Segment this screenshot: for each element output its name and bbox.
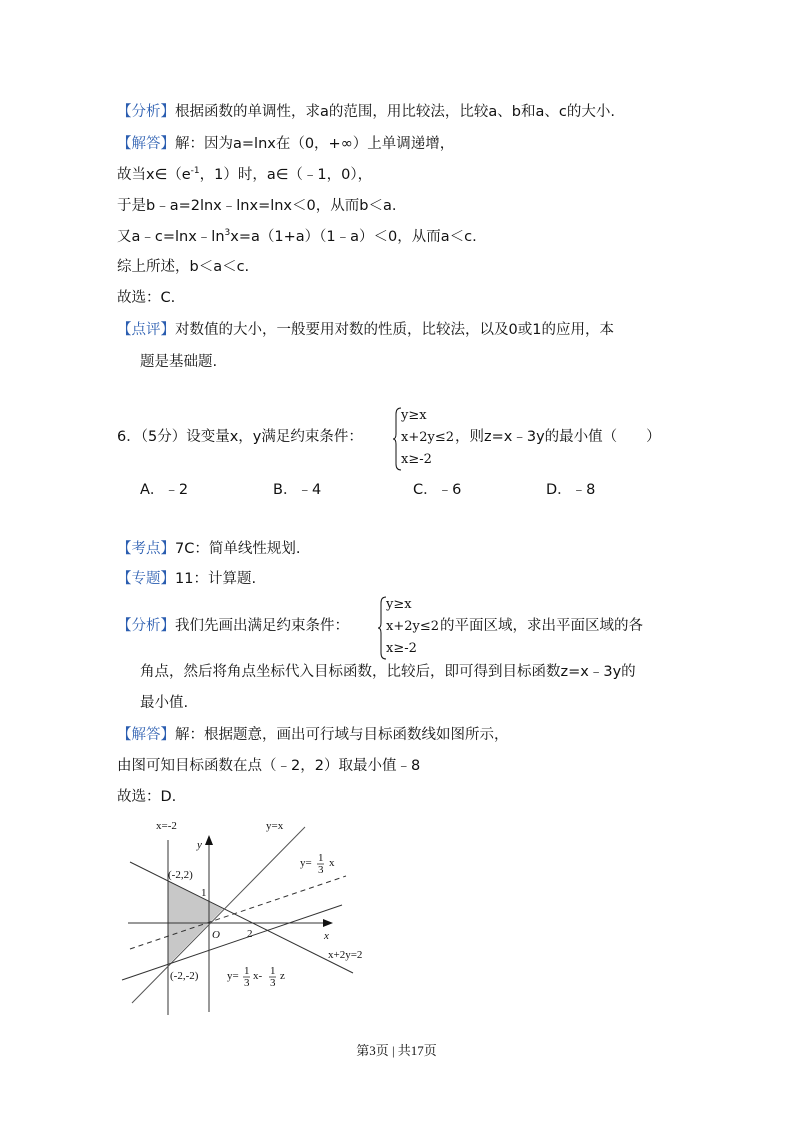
- svg-text:1: 1: [244, 965, 250, 977]
- line-x-plus-2y-eq-2: [130, 862, 353, 973]
- prev-comment: 【点评】对数值的大小，一般要用对数的性质，比较法，以及0或1的应用，本: [117, 322, 614, 338]
- q6-point: 【考点】7C：简单线性规划.: [117, 541, 301, 557]
- prev-choice: 故选：C.: [117, 290, 176, 306]
- svg-text:1: 1: [318, 852, 324, 864]
- svg-text:3: 3: [318, 864, 324, 876]
- option-b[interactable]: B．﹣4: [273, 482, 322, 498]
- svg-text:3: 3: [244, 977, 250, 989]
- q6-topic: 【专题】11：计算题.: [117, 571, 257, 587]
- option-a[interactable]: A．﹣2: [140, 482, 189, 498]
- svg-text:x-: x-: [253, 970, 263, 982]
- label-point-minus2-2: (-2,2): [168, 869, 193, 881]
- label-y-axis: y: [197, 839, 202, 851]
- label-two: 2: [247, 928, 253, 940]
- label-origin: O: [212, 929, 220, 941]
- svg-text:z: z: [280, 970, 285, 982]
- q6-stem-end: ，则z=x﹣3y的最小值（ ）: [455, 429, 661, 445]
- svg-text:1: 1: [270, 965, 276, 977]
- q6-analysis-3: 最小值.: [140, 695, 189, 711]
- comment-tag: 【点评】: [117, 322, 175, 338]
- q6-choice: 故选：D.: [117, 789, 177, 805]
- prev-analysis: 【分析】根据函数的单调性，求a的范围，用比较法，比较a、b和a、c的大小.: [117, 104, 615, 120]
- prev-solution-1: 【解答】解：因为a=lnx在（0，+∞）上单调递增，: [117, 136, 455, 152]
- analysis-tag: 【分析】: [117, 104, 175, 120]
- analysis-constraint-system: y≥x x+2y≤2 x≥-2: [378, 595, 438, 661]
- label-x-axis: x: [324, 930, 329, 942]
- svg-text:x: x: [329, 857, 335, 869]
- line-y-eq-third-x: [130, 876, 346, 949]
- q6-analysis-2: 角点，然后将角点坐标代入目标函数，比较后，即可得到目标函数z=x﹣3y的: [140, 664, 636, 680]
- prev-solution-3: 于是b﹣a=2lnx﹣lnx=lnx＜0，从而b＜a.: [117, 198, 397, 214]
- label-x-eq-minus-2: x=-2: [156, 820, 177, 832]
- svg-text:3: 3: [270, 977, 276, 989]
- prev-solution-4: 又$a﹣c=\ln x﹣\ln^3x=a(1+a)(1﹣a)<0$，从而a＜c.: [117, 228, 477, 245]
- constraint-system: y≥x x+2y≤2 x≥-2: [393, 406, 453, 472]
- prev-solution-5: 综上所述，b＜a＜c.: [117, 259, 250, 275]
- y-axis-arrow-icon: [205, 835, 213, 845]
- q6-stem: 6．（5分）设变量x，y满足约束条件：: [117, 429, 363, 445]
- label-y-eq-x: y=x: [266, 820, 284, 832]
- label-x-plus-2y: x+2y=2: [328, 949, 363, 961]
- objective-line: [122, 905, 342, 980]
- q6-analysis-end: 的平面区域，求出平面区域的各: [440, 618, 643, 634]
- label-objective: y=: [227, 970, 239, 982]
- prev-comment-2: 题是基础题.: [140, 354, 218, 370]
- q6-solution-2: 由图可知目标函数在点（﹣2，2）取最小值﹣8: [117, 758, 421, 774]
- option-c[interactable]: C．﹣6: [413, 482, 462, 498]
- q6-analysis: 【分析】我们先画出满足约束条件：: [117, 618, 349, 634]
- page-footer: 第3页 | 共17页: [356, 1043, 437, 1058]
- label-point-minus2-minus2: (-2,-2): [170, 970, 199, 982]
- prev-solution-2: 故当$x\in(e^{-1}$，1）时，a∈（﹣1，0），: [117, 166, 373, 183]
- option-d[interactable]: D．﹣8: [546, 482, 596, 498]
- label-one: 1: [201, 887, 207, 899]
- x-axis-arrow-icon: [323, 919, 333, 927]
- label-third-x: y=: [300, 857, 312, 869]
- solution-tag: 【解答】: [117, 136, 175, 152]
- q6-solution: 【解答】解：根据题意，画出可行域与目标函数线如图所示，: [117, 727, 509, 743]
